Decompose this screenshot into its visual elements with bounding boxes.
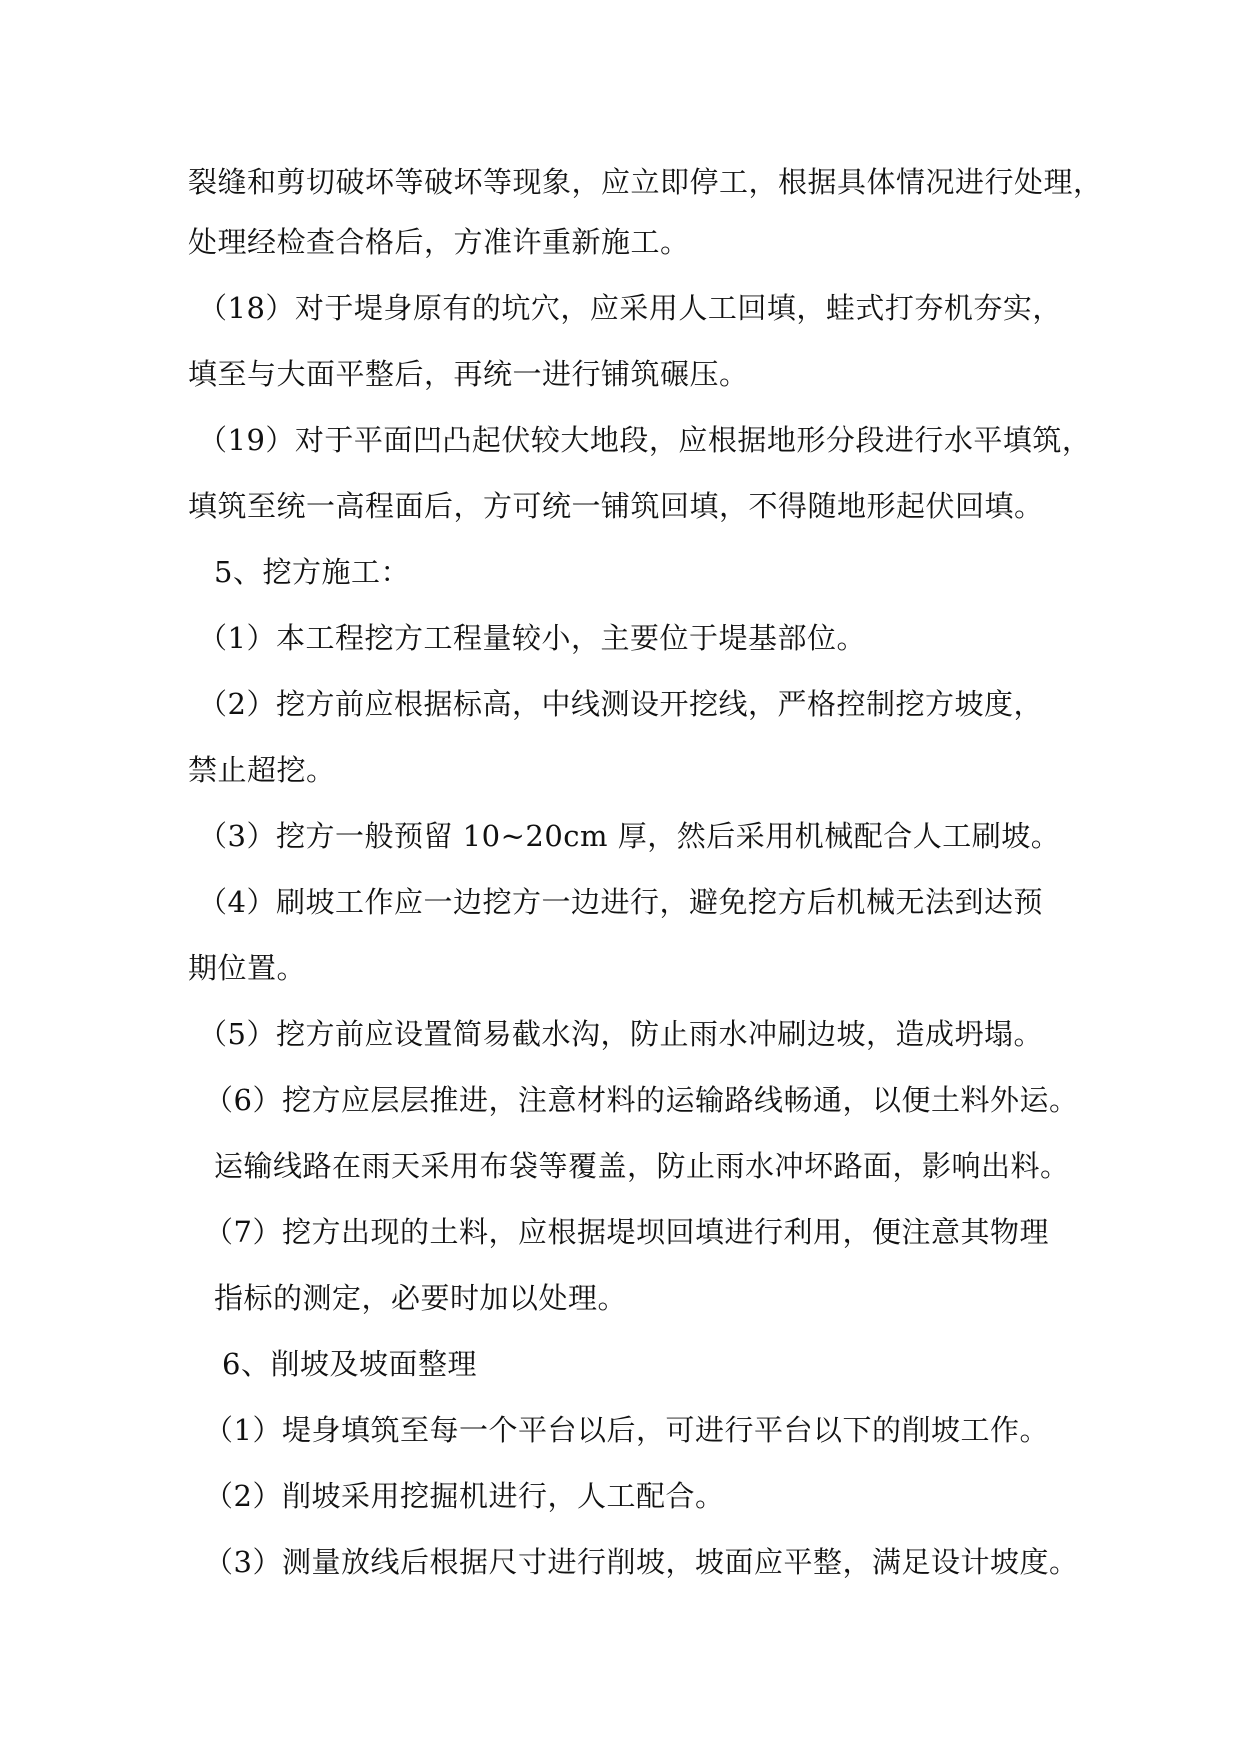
text-line: （2）挖方前应根据标高，中线测设开挖线，严格控制挖方坡度， bbox=[198, 687, 1043, 721]
section-heading: 6、削坡及坡面整理 bbox=[222, 1347, 477, 1381]
text-line: （6）挖方应层层推进，注意材料的运输路线畅通，以便土料外运。 bbox=[204, 1083, 1079, 1117]
section-heading: 5、挖方施工： bbox=[214, 555, 410, 589]
text-line: 裂缝和剪切破坏等破坏等现象，应立即停工，根据具体情况进行处理， bbox=[188, 165, 1103, 199]
text-line: （1）堤身填筑至每一个平台以后，可进行平台以下的削坡工作。 bbox=[204, 1413, 1049, 1447]
text-line: （2）削坡采用挖掘机进行，人工配合。 bbox=[204, 1479, 725, 1513]
text-line: （19）对于平面凹凸起伏较大地段，应根据地形分段进行水平填筑， bbox=[198, 423, 1092, 457]
text-line: 指标的测定，必要时加以处理。 bbox=[214, 1281, 628, 1315]
text-line: 填至与大面平整后，再统一进行铺筑碾压。 bbox=[188, 357, 749, 391]
text-line: 填筑至统一高程面后，方可统一铺筑回填，不得随地形起伏回填。 bbox=[188, 489, 1044, 523]
text-line: （18）对于堤身原有的坑穴，应采用人工回填，蛙式打夯机夯实， bbox=[198, 291, 1062, 325]
text-line: （3）测量放线后根据尺寸进行削坡，坡面应平整，满足设计坡度。 bbox=[204, 1545, 1079, 1579]
text-line: （3）挖方一般预留 10~20cm 厚，然后采用机械配合人工刷坡。 bbox=[198, 819, 1061, 853]
text-line: （5）挖方前应设置简易截水沟，防止雨水冲刷边坡，造成坍塌。 bbox=[198, 1017, 1043, 1051]
text-line: （1）本工程挖方工程量较小，主要位于堤基部位。 bbox=[198, 621, 866, 655]
text-line: 运输线路在雨天采用布袋等覆盖，防止雨水冲坏路面，影响出料。 bbox=[214, 1149, 1070, 1183]
text-line: 处理经检查合格后，方准许重新施工。 bbox=[188, 225, 690, 259]
text-line: 禁止超挖。 bbox=[188, 753, 336, 787]
text-line: （4）刷坡工作应一边挖方一边进行，避免挖方后机械无法到达预 bbox=[198, 885, 1043, 919]
text-line: 期位置。 bbox=[188, 951, 307, 985]
text-line: （7）挖方出现的土料，应根据堤坝回填进行利用，便注意其物理 bbox=[204, 1215, 1049, 1249]
